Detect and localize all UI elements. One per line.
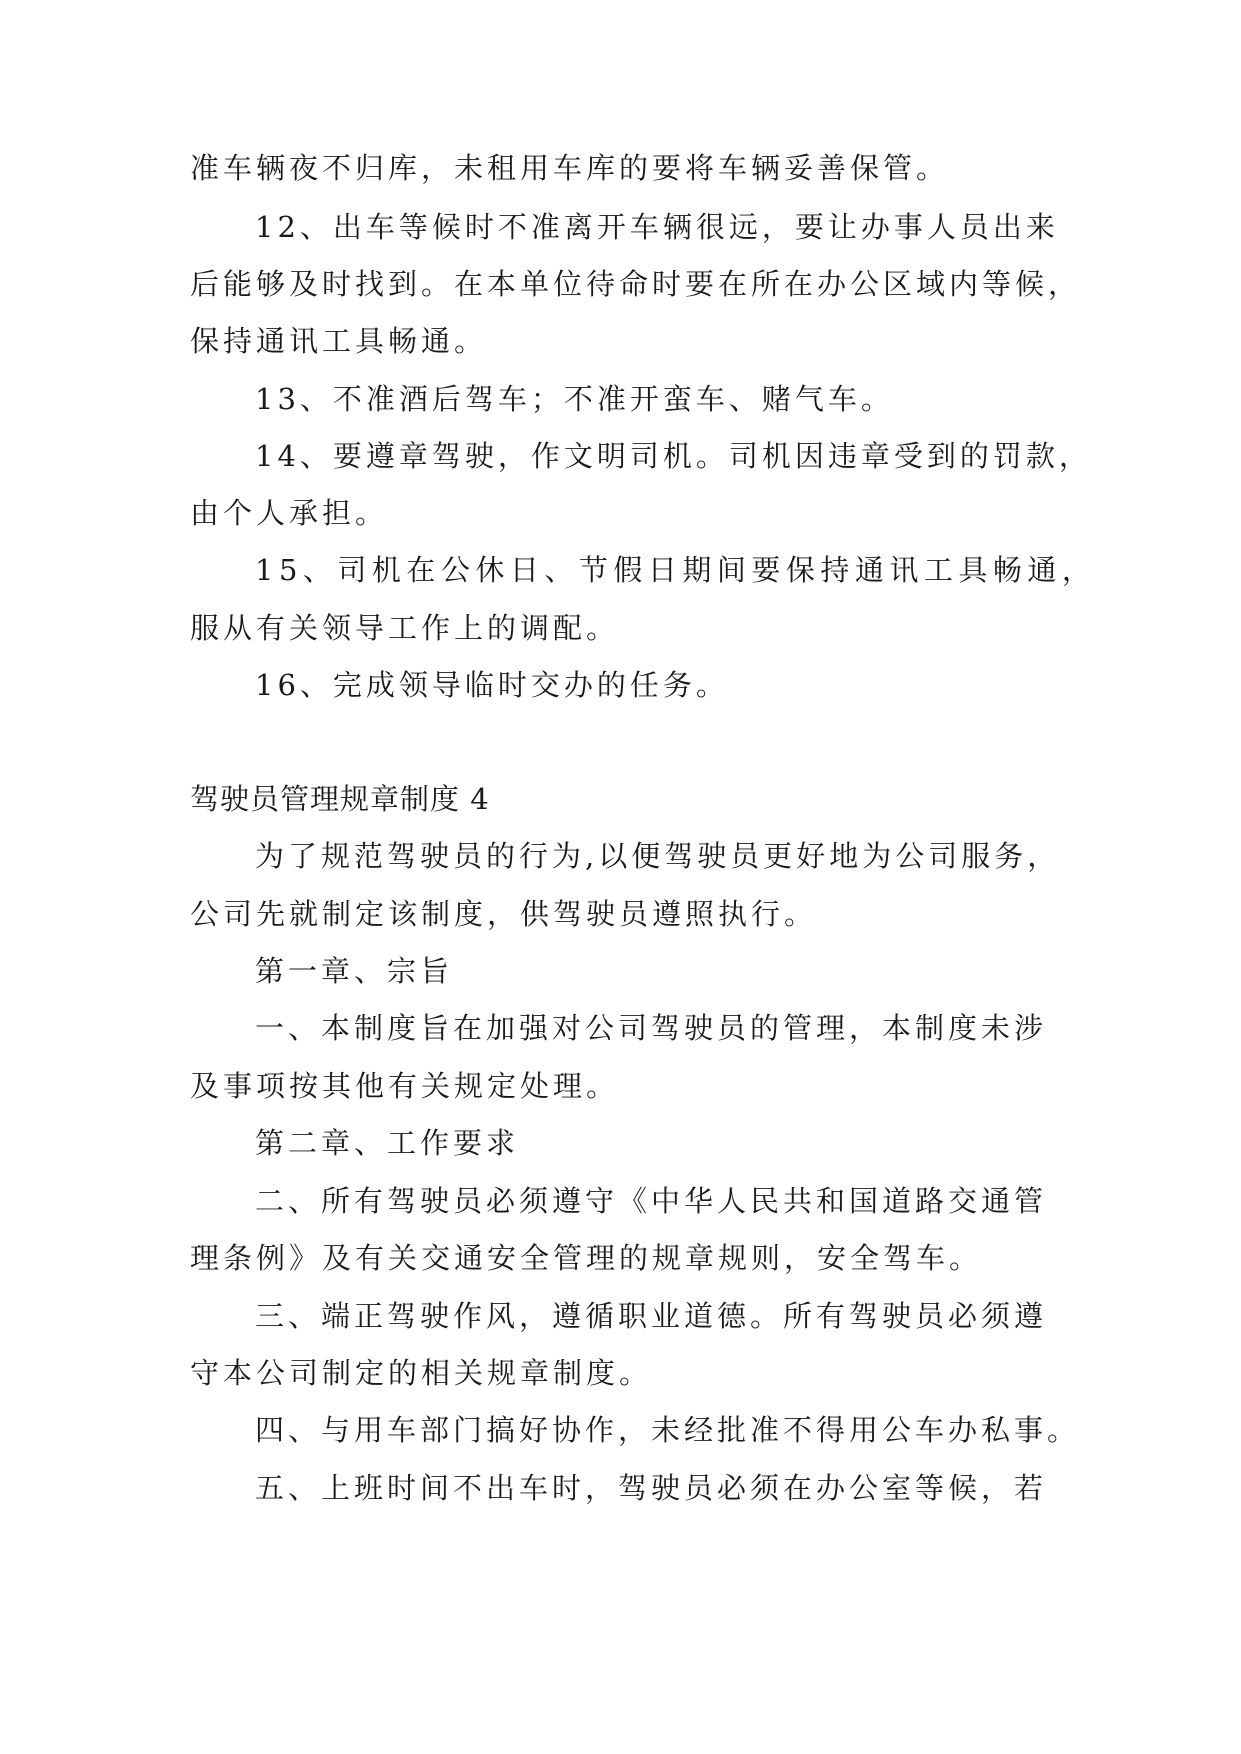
- text-line: 15、司机在公休日、节假日期间要保持通讯工具畅通，: [255, 553, 1097, 587]
- chapter-heading: 第一章、宗旨: [255, 954, 454, 988]
- text-line: 13、不准酒后驾车；不准开蛮车、赌气车。: [255, 382, 894, 416]
- text-line: 守本公司制定的相关规章制度。: [190, 1356, 653, 1390]
- text-line: 保持通讯工具畅通。: [190, 324, 488, 358]
- text-line: 为了规范驾驶员的行为,以便驾驶员更好地为公司服务，: [255, 839, 1061, 873]
- text-line: 服从有关领导工作上的调配。: [190, 611, 620, 645]
- text-line: 14、要遵章驾驶，作文明司机。司机因违章受到的罚款，: [255, 439, 1092, 473]
- chapter-heading: 第二章、工作要求: [255, 1126, 520, 1160]
- text-line: 及事项按其他有关规定处理。: [190, 1069, 620, 1103]
- text-line: 理条例》及有关交通安全管理的规章规则，安全驾车。: [190, 1241, 983, 1275]
- text-line: 12、出车等候时不准离开车辆很远，要让办事人员出来: [255, 210, 1059, 244]
- text-line: 四、与用车部门搞好协作，未经批准不得用公车办私事。: [255, 1413, 1081, 1447]
- text-line: 后能够及时找到。在本单位待命时要在所在办公区域内等候，: [190, 267, 1082, 301]
- text-line: 二、所有驾驶员必须遵守《中华人民共和国道路交通管: [255, 1184, 1048, 1218]
- text-line: 一、本制度旨在加强对公司驾驶员的管理，本制度未涉: [255, 1011, 1048, 1045]
- text-line: 五、上班时间不出车时，驾驶员必须在办公室等候，若: [255, 1471, 1048, 1505]
- text-line: 公司先就制定该制度，供驾驶员遵照执行。: [190, 897, 818, 931]
- text-line: 16、完成领导临时交办的任务。: [255, 668, 729, 702]
- text-line: 三、端正驾驶作风，遵循职业道德。所有驾驶员必须遵: [255, 1299, 1048, 1333]
- text-line: 准车辆夜不归库，未租用车库的要将车辆妥善保管。: [190, 151, 950, 185]
- section-title: 驾驶员管理规章制度 4: [190, 782, 490, 816]
- text-line: 由个人承担。: [190, 496, 389, 530]
